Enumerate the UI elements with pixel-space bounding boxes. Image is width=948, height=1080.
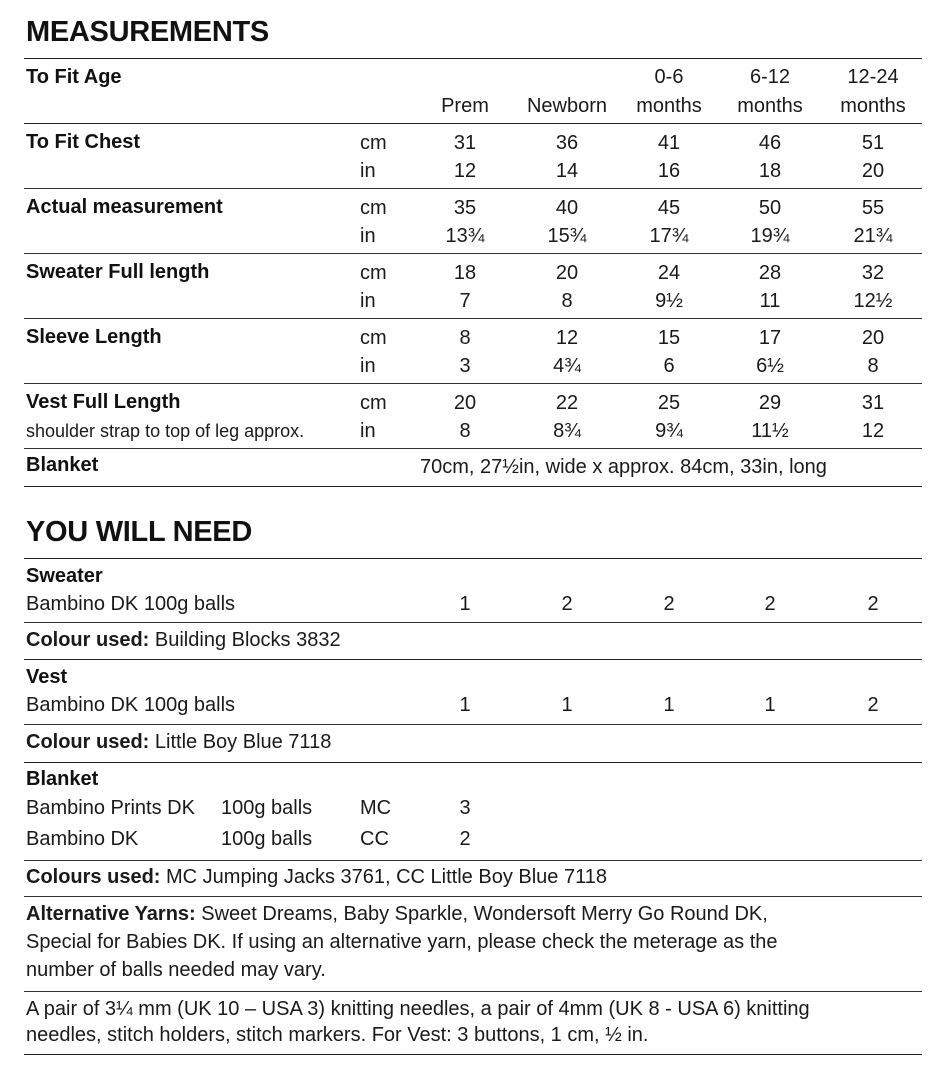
row-label-chest: To Fit Chest xyxy=(26,131,141,153)
blanket-balls: 2 xyxy=(459,828,471,850)
divider xyxy=(24,253,922,254)
cell: 4¾ xyxy=(553,355,581,377)
sweater-label: Sweater xyxy=(26,565,103,587)
cell: 50 xyxy=(758,197,782,219)
cell: 11½ xyxy=(751,420,789,442)
divider xyxy=(24,860,922,861)
sweater-balls: 2 xyxy=(663,593,675,615)
divider xyxy=(24,659,922,660)
cell: 46 xyxy=(758,132,782,154)
divider xyxy=(24,1054,922,1055)
vest-balls: 1 xyxy=(561,694,573,716)
blanket-colour-code: CC xyxy=(360,828,389,850)
vest-label: Vest xyxy=(26,666,68,688)
row-label-sweater-length: Sweater Full length xyxy=(26,261,210,283)
row-label-actual: Actual measurement xyxy=(26,196,223,218)
blanket-colours-value: MC Jumping Jacks 3761, CC Little Boy Blue 7118 xyxy=(160,866,607,888)
blanket-size: 70cm, 27½in, wide x approx. 84cm, 33in, long xyxy=(420,456,827,478)
blanket-yarn: Bambino DK xyxy=(26,828,139,850)
age-label: To Fit Age xyxy=(26,66,122,88)
unit-in: in xyxy=(360,160,376,182)
cell: 9½ xyxy=(655,290,683,312)
cell: 12 xyxy=(555,327,579,349)
divider xyxy=(24,318,922,319)
cell: 6 xyxy=(663,355,675,377)
divider xyxy=(24,762,922,763)
divider xyxy=(24,991,922,992)
cell: 9¾ xyxy=(655,420,683,442)
alternative-line3: number of balls needed may vary. xyxy=(26,959,326,981)
sweater-balls: 2 xyxy=(867,593,879,615)
blanket-colours-label: Colours used: xyxy=(26,866,161,888)
size-header-0-6-line2: months xyxy=(636,95,702,117)
cell: 19¾ xyxy=(750,225,790,247)
sweater-balls: 2 xyxy=(764,593,776,615)
cell: 12½ xyxy=(853,290,893,312)
cell: 18 xyxy=(758,160,782,182)
vest-colour xyxy=(26,731,331,754)
cell: 31 xyxy=(861,392,885,414)
needles-line1: A pair of 3¼ mm (UK 10 – USA 3) knitting needles, a pair of 4mm (UK 8 - USA 6) knitting xyxy=(26,998,810,1020)
divider xyxy=(24,622,922,623)
divider xyxy=(24,123,922,124)
sweater-colour-value: Building Blocks 3832 xyxy=(149,629,341,651)
sweater-yarn: Bambino DK 100g balls xyxy=(26,593,236,615)
divider xyxy=(24,383,922,384)
unit-cm: cm xyxy=(360,327,387,349)
divider xyxy=(24,896,922,897)
unit-in: in xyxy=(360,225,376,247)
cell: 55 xyxy=(861,197,885,219)
row-label-vest-length: Vest Full Length xyxy=(26,391,181,413)
cell: 11 xyxy=(759,290,781,312)
size-header-prem: Prem xyxy=(441,95,489,117)
vest-colour-value: Little Boy Blue 7118 xyxy=(149,731,332,753)
vest-balls: 1 xyxy=(764,694,776,716)
cell: 17 xyxy=(758,327,782,349)
cell: 8 xyxy=(561,290,573,312)
sweater-balls: 2 xyxy=(561,593,573,615)
need-title: YOU WILL NEED xyxy=(26,516,252,548)
unit-cm: cm xyxy=(360,197,387,219)
cell: 31 xyxy=(453,132,477,154)
row-sublabel-vest: shoulder strap to top of leg approx. xyxy=(26,421,305,441)
blanket-colours xyxy=(26,866,607,889)
cell: 3 xyxy=(459,355,471,377)
size-header-newborn: Newborn xyxy=(526,95,608,117)
cell: 8¾ xyxy=(553,420,581,442)
cell: 29 xyxy=(758,392,782,414)
cell: 35 xyxy=(453,197,477,219)
unit-cm: cm xyxy=(360,132,387,154)
vest-balls: 1 xyxy=(663,694,675,716)
cell: 22 xyxy=(555,392,579,414)
cell: 14 xyxy=(555,160,579,182)
divider xyxy=(24,724,922,725)
unit-in: in xyxy=(360,355,376,377)
cell: 12 xyxy=(861,420,885,442)
alternative-line1 xyxy=(26,903,768,926)
cell: 36 xyxy=(555,132,579,154)
cell: 12 xyxy=(453,160,477,182)
cell: 21¾ xyxy=(853,225,893,247)
cell: 20 xyxy=(453,392,477,414)
cell: 13¾ xyxy=(445,225,485,247)
vest-balls: 2 xyxy=(867,694,879,716)
vest-balls: 1 xyxy=(459,694,471,716)
row-label-sleeve: Sleeve Length xyxy=(26,326,162,348)
cell: 18 xyxy=(453,262,477,284)
alternative-text: Sweet Dreams, Baby Sparkle, Wondersoft Merry Go Round DK, xyxy=(195,903,768,925)
unit-cm: cm xyxy=(360,392,387,414)
alternative-line2: Special for Babies DK. If using an alternative yarn, please check the meterage as the xyxy=(26,931,778,953)
need-blanket-label: Blanket xyxy=(26,768,99,790)
divider xyxy=(24,486,922,487)
size-header-12-24-line2: months xyxy=(840,95,906,117)
blanket-yarn: Bambino Prints DK xyxy=(26,797,195,819)
cell: 16 xyxy=(657,160,681,182)
cell: 24 xyxy=(657,262,681,284)
cell: 7 xyxy=(459,290,471,312)
measurements-title: MEASUREMENTS xyxy=(26,16,269,48)
cell: 20 xyxy=(861,160,885,182)
size-header-6-12-line2: months xyxy=(737,95,803,117)
blanket-ball-size: 100g balls xyxy=(221,797,313,819)
sweater-balls: 1 xyxy=(459,593,471,615)
needles-line2: needles, stitch holders, stitch markers. For Vest: 3 buttons, 1 cm, ½ in. xyxy=(26,1024,649,1046)
cell: 51 xyxy=(861,132,885,154)
blanket-balls: 3 xyxy=(459,797,471,819)
cell: 15 xyxy=(657,327,681,349)
cell: 6½ xyxy=(756,355,784,377)
divider xyxy=(24,58,922,59)
size-header-6-12-line1: 6-12 xyxy=(749,66,791,88)
sweater-colour xyxy=(26,629,341,652)
cell: 20 xyxy=(861,327,885,349)
unit-cm: cm xyxy=(360,262,387,284)
cell: 28 xyxy=(758,262,782,284)
blanket-colour-code: MC xyxy=(360,797,392,819)
divider xyxy=(24,558,922,559)
cell: 8 xyxy=(459,420,471,442)
divider xyxy=(24,448,922,449)
cell: 15¾ xyxy=(547,225,587,247)
size-header-12-24-line1: 12-24 xyxy=(847,66,899,88)
cell: 8 xyxy=(867,355,879,377)
cell: 32 xyxy=(861,262,885,284)
cell: 45 xyxy=(657,197,681,219)
unit-in: in xyxy=(360,290,376,312)
cell: 25 xyxy=(657,392,681,414)
vest-yarn: Bambino DK 100g balls xyxy=(26,694,236,716)
cell: 41 xyxy=(657,132,681,154)
vest-colour-label: Colour used: xyxy=(26,731,150,753)
cell: 40 xyxy=(555,197,579,219)
alternative-label: Alternative Yarns: xyxy=(26,903,196,925)
blanket-ball-size: 100g balls xyxy=(221,828,313,850)
cell: 8 xyxy=(459,327,471,349)
cell: 17¾ xyxy=(649,225,689,247)
size-header-0-6-line1: 0-6 xyxy=(654,66,684,88)
unit-in: in xyxy=(360,420,376,442)
blanket-label: Blanket xyxy=(26,454,99,476)
sweater-colour-label: Colour used: xyxy=(26,629,150,651)
cell: 20 xyxy=(555,262,579,284)
divider xyxy=(24,188,922,189)
